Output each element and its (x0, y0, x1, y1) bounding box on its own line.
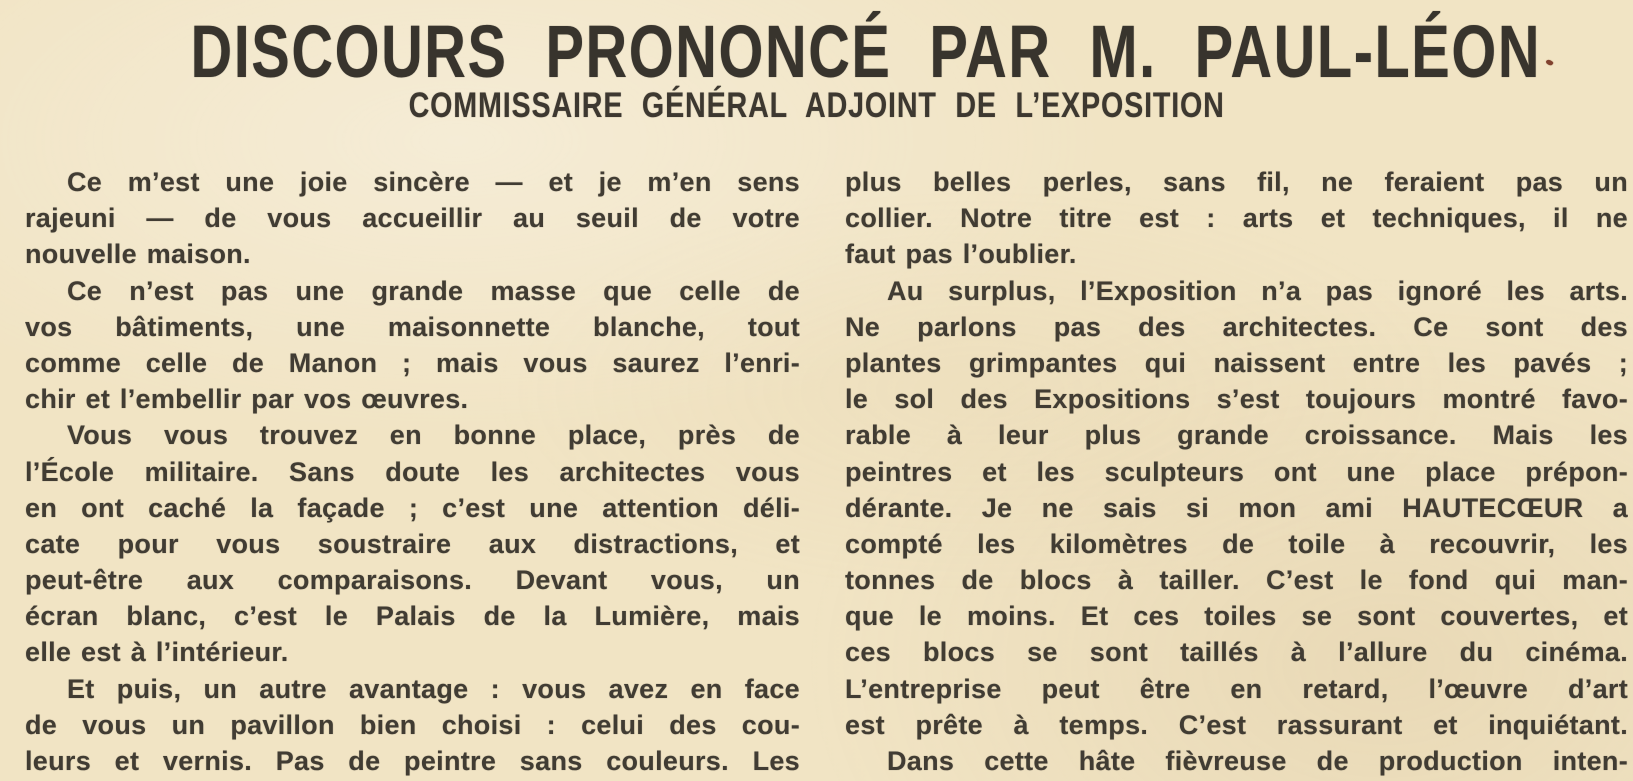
document-header (0, 0, 1633, 150)
text-line: en ont caché la façade ; c’est une attention déli- (25, 492, 800, 523)
text-line: Ne parlons pas des architectes. Ce sont des (845, 311, 1628, 342)
text-line: compté les kilomètres de toile à recouvrir, les (845, 528, 1628, 559)
text-line: Ce m’est une joie sincère — et je m’en sens (67, 167, 800, 197)
text-line: plus belles perles, sans fil, ne feraient pas un (845, 167, 1628, 197)
text-line: de vous un pavillon bien choisi : celui des cou- (25, 709, 800, 740)
text-line: L’entreprise peut être en retard, l’œuvre d’art (845, 673, 1628, 704)
text-line: l’École militaire. Sans doute les architectes vous (25, 456, 800, 487)
text-line: peut-être aux comparaisons. Devant vous, un (25, 565, 800, 596)
document-title-text: DISCOURS PRONONCÉ PAR M. PAUL-LÉON (190, 10, 1542, 93)
text-line: est prête à temps. C’est rassurant et inquiétant. (845, 709, 1628, 740)
text-line: rajeuni — de vous accueillir au seuil de votre (25, 203, 800, 234)
document-title (0, 0, 1633, 93)
text-line: peintres et les sculpteurs ont une place prépon- (845, 456, 1628, 487)
text-line: comme celle de Manon ; mais vous saurez l’enri- (25, 347, 800, 378)
text-line: nouvelle maison. (25, 239, 251, 270)
text-line: Ce n’est pas une grande masse que celle de (67, 275, 800, 306)
text-line: elle est à l’intérieur. (25, 637, 289, 668)
text-line: vos bâtiments, une maisonnette blanche, tout (25, 311, 800, 342)
text-line: écran blanc, c’est le Palais de la Lumière, mais (25, 601, 800, 632)
text-line: Vous vous trouvez en bonne place, près de (67, 420, 800, 451)
text-line: tonnes de blocs à tailler. C’est le fond qui man- (845, 565, 1628, 596)
text-line: chir et l’embellir par vos œuvres. (25, 384, 469, 415)
text-line: rable à leur plus grande croissance. Mais les (845, 420, 1628, 451)
text-line: cate pour vous soustraire aux distractions, et (25, 528, 800, 559)
text-line: leurs et vernis. Pas de peintre sans couleurs. Les (25, 746, 800, 776)
text-line: Dans cette hâte fièvreuse de production inten- (887, 746, 1628, 776)
column-right (845, 164, 1628, 779)
text-line: que le moins. Et ces toiles se sont couvertes, et (845, 601, 1628, 632)
text-line: collier. Notre titre est : arts et techniques, il ne (845, 203, 1628, 234)
text-line: ces blocs se sont taillés à l’allure du cinéma. (845, 637, 1628, 668)
column-left (25, 164, 800, 779)
text-line: Au surplus, l’Exposition n’a pas ignoré les arts. (887, 275, 1628, 306)
text-line: faut pas l’oublier. (845, 239, 1077, 270)
article-columns (0, 150, 1633, 779)
text-line: plantes grimpantes qui naissent entre les pavés ; (845, 347, 1628, 378)
text-line: le sol des Expositions s’est toujours montré favo- (845, 384, 1628, 415)
text-line: Et puis, un autre avantage : vous avez en face (67, 673, 800, 704)
text-line: dérante. Je ne sais si mon ami HAUTECŒUR a (845, 492, 1628, 523)
document-subtitle-text: COMMISSAIRE GÉNÉRAL ADJOINT DE L’EXPOSITION (408, 86, 1225, 125)
